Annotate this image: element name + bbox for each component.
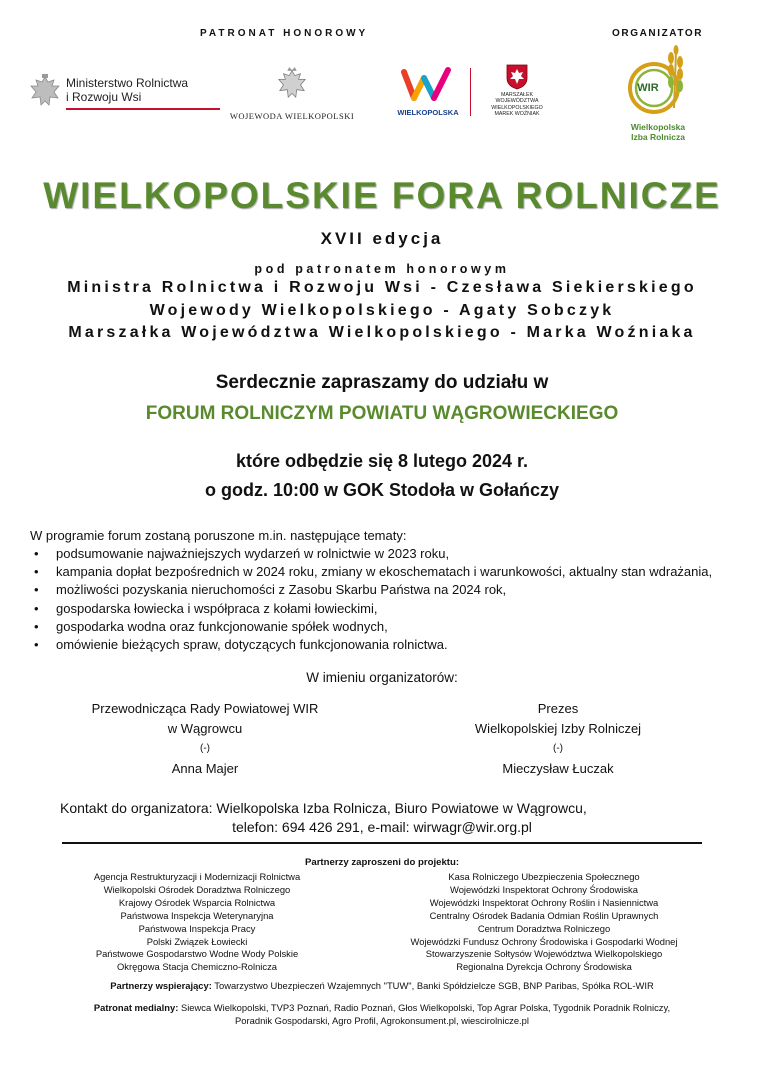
program-list — [28, 545, 748, 654]
wir-name-line1: Wielkopolska — [630, 122, 686, 132]
contact-divider — [62, 842, 702, 844]
wir-logo — [618, 44, 698, 150]
signature-right-title: Prezes — [537, 701, 579, 716]
program-item: • możliwości pozyskania nieruchomości z Zasobu Skarbu Państwa na 2024 rok, — [28, 581, 748, 599]
marszalek-line1: MARSZAŁEK — [500, 92, 534, 98]
signature-right — [438, 699, 678, 779]
ministry-name-line2: i Rozwoju Wsi — [66, 90, 142, 104]
program-intro: W programie forum zostaną poruszone m.in. następujące tematy: — [30, 528, 407, 543]
partner-item: Wojewódzki Inspektorat Ochrony Roślin i Nasiennictwa — [429, 896, 659, 908]
patronat-honorowy-label: PATRONAT HONOROWY — [200, 28, 369, 39]
program-item: • gospodarka wodna oraz funkcjonowanie spółek wodnych, — [28, 618, 748, 636]
event-time-place: o godz. 10:00 w GOK Stodoła w Gołańczy — [204, 480, 560, 500]
main-title: WIELKOPOLSKIE FORA ROLNICZE — [43, 175, 721, 216]
partner-item: Wojewódzki Inspektorat Ochrony Środowiska — [450, 883, 638, 895]
program-item: • gospodarska łowiecka i współpraca z kołami łowieckimi, — [28, 600, 748, 618]
signature-left-title: Przewodnicząca Rady Powiatowej WIR — [91, 701, 319, 716]
signature-left-name: Anna Majer — [171, 761, 239, 776]
ministry-name-line1: Ministerstwo Rolnictwa — [66, 76, 189, 90]
signature-right-mark: (-) — [553, 743, 563, 754]
wojewoda-text: WOJEWODA WIELKOPOLSKI — [229, 111, 355, 121]
partner-item: Państwowa Inspekcja Weterynaryjna — [120, 909, 274, 921]
signature-left-place: w Wągrowcu — [167, 721, 243, 736]
signature-left — [60, 699, 350, 779]
marszalek-line4: MAREK WOŹNIAK — [494, 111, 540, 118]
media-patronage-label: Patronat medialny: — [93, 1002, 179, 1013]
signature-right-name: Mieczysław Łuczak — [502, 761, 614, 776]
forum-name: FORUM ROLNICZYM POWIATU WĄGROWIECKIEGO — [145, 403, 619, 424]
program-item: • omówienie bieżących spraw, dotyczących funkcjonowania rolnictwa. — [28, 636, 748, 654]
patron-wojewoda: Wojewody Wielkopolskiego - Agaty Sobczyk — [149, 302, 615, 319]
wir-name-line2: Izba Rolnicza — [631, 132, 685, 142]
ministry-red-line — [66, 108, 220, 110]
logo-divider — [470, 68, 471, 116]
crowned-eagle-icon — [276, 66, 308, 104]
partner-item: Wielkopolski Ośrodek Doradztwa Rolniczego — [103, 883, 291, 895]
partner-item: Centrum Doradztwa Rolniczego — [477, 922, 611, 934]
partner-item: Polski Związek Łowiecki — [146, 935, 248, 947]
invite-line: Serdecznie zapraszamy do udziału w — [215, 372, 549, 393]
patronage-intro: pod patronatem honorowym — [254, 262, 510, 276]
patron-minister: Ministra Rolnictwa i Rozwoju Wsi - Czesława Siekierskiego — [67, 279, 697, 296]
partner-item: Krajowy Ośrodek Wsparcia Rolnictwa — [118, 896, 276, 908]
marszalek-line3: WIELKOPOLSKIEGO — [491, 104, 543, 111]
contact-line2: telefon: 694 426 291, e-mail: wirwagr@wir.org.pl — [232, 819, 532, 835]
partners-left-list — [62, 871, 332, 974]
partner-item: Centralny Ośrodek Badania Odmian Roślin Uprawnych — [429, 909, 659, 921]
wielkopolska-text: WIELKOPOLSKA — [397, 108, 459, 117]
wojewoda-logo — [222, 66, 362, 124]
partners-heading: Partnerzy zaproszeni do projektu: — [304, 857, 460, 868]
partner-item: Kasa Rolniczego Ubezpieczenia Społecznego — [448, 871, 640, 882]
media-patronage-text-line2: Poradnik Gospodarski, Agro Profil, Agrokonsument.pl, wiescirolnicze.pl — [235, 1015, 529, 1026]
edition: XVII edycja — [320, 229, 444, 248]
wielkopolska-w-icon — [400, 64, 454, 104]
ministry-logo — [28, 72, 198, 116]
organizator-label: ORGANIZATOR — [612, 28, 704, 39]
program-item: • podsumowanie najważniejszych wydarzeń w rolnictwie w 2023 roku, — [28, 545, 748, 563]
signature-left-mark: (-) — [200, 743, 210, 754]
media-patronage — [0, 1001, 764, 1027]
coat-of-arms-icon — [506, 64, 528, 90]
marszalek-line2: WOJEWÓDZTWA — [495, 98, 539, 105]
program-item: • kampania dopłat bezpośrednich w 2024 roku, zmiany w ekoschematach i warunkowości, aktualny stan wdrażania, — [28, 563, 748, 581]
marszalek-logo — [480, 64, 554, 124]
eagle-icon — [28, 74, 62, 112]
wheat-icon — [624, 44, 692, 116]
partner-item: Stowarzyszenie Sołtysów Województwa Wielkopolskiego — [425, 948, 663, 960]
partner-item: Państwowe Gospodarstwo Wodne Wody Polskie — [95, 948, 299, 960]
partner-item: Państwowa Inspekcja Pracy — [138, 922, 256, 934]
on-behalf-heading: W imieniu organizatorów: — [306, 670, 458, 685]
partner-item: Agencja Restrukturyzacji i Modernizacji Rolnictwa — [93, 871, 301, 882]
wir-badge: WIR — [637, 82, 659, 94]
partner-item: Wojewódzki Fundusz Ochrony Środowiska i Gospodarki Wodnej — [410, 935, 678, 947]
signature-right-org: Wielkopolskiej Izby Rolniczej — [474, 721, 642, 736]
partner-item: Regionalna Dyrekcja Ochrony Środowiska — [456, 961, 632, 973]
event-date: które odbędzie się 8 lutego 2024 r. — [235, 451, 529, 471]
supporting-partners — [0, 980, 764, 991]
partner-item: Okręgowa Stacja Chemiczno-Rolnicza — [117, 961, 277, 973]
media-patronage-text-line1: Siewca Wielkopolski, TVP3 Poznań, Radio Poznań, Głos Wielkopolski, Top Agrar Polska, Tygodnik Poradnik Rolniczy, — [180, 1002, 671, 1013]
partners-right-list — [384, 871, 704, 974]
wielkopolska-logo — [396, 64, 460, 122]
contact-line1: Kontakt do organizatora: Wielkopolska Izba Rolnicza, Biuro Powiatowe w Wągrowcu, — [60, 800, 587, 816]
patron-marszalek: Marszałka Województwa Wielkopolskiego - Marka Woźniaka — [68, 324, 696, 341]
supporting-partners-text: Towarzystwo Ubezpieczeń Wzajemnych "TUW", Banki Spółdzielcze SGB, BNP Paribas, Spółka ROL-WIR — [214, 980, 654, 991]
supporting-partners-label: Partnerzy wspierający: — [110, 980, 212, 991]
